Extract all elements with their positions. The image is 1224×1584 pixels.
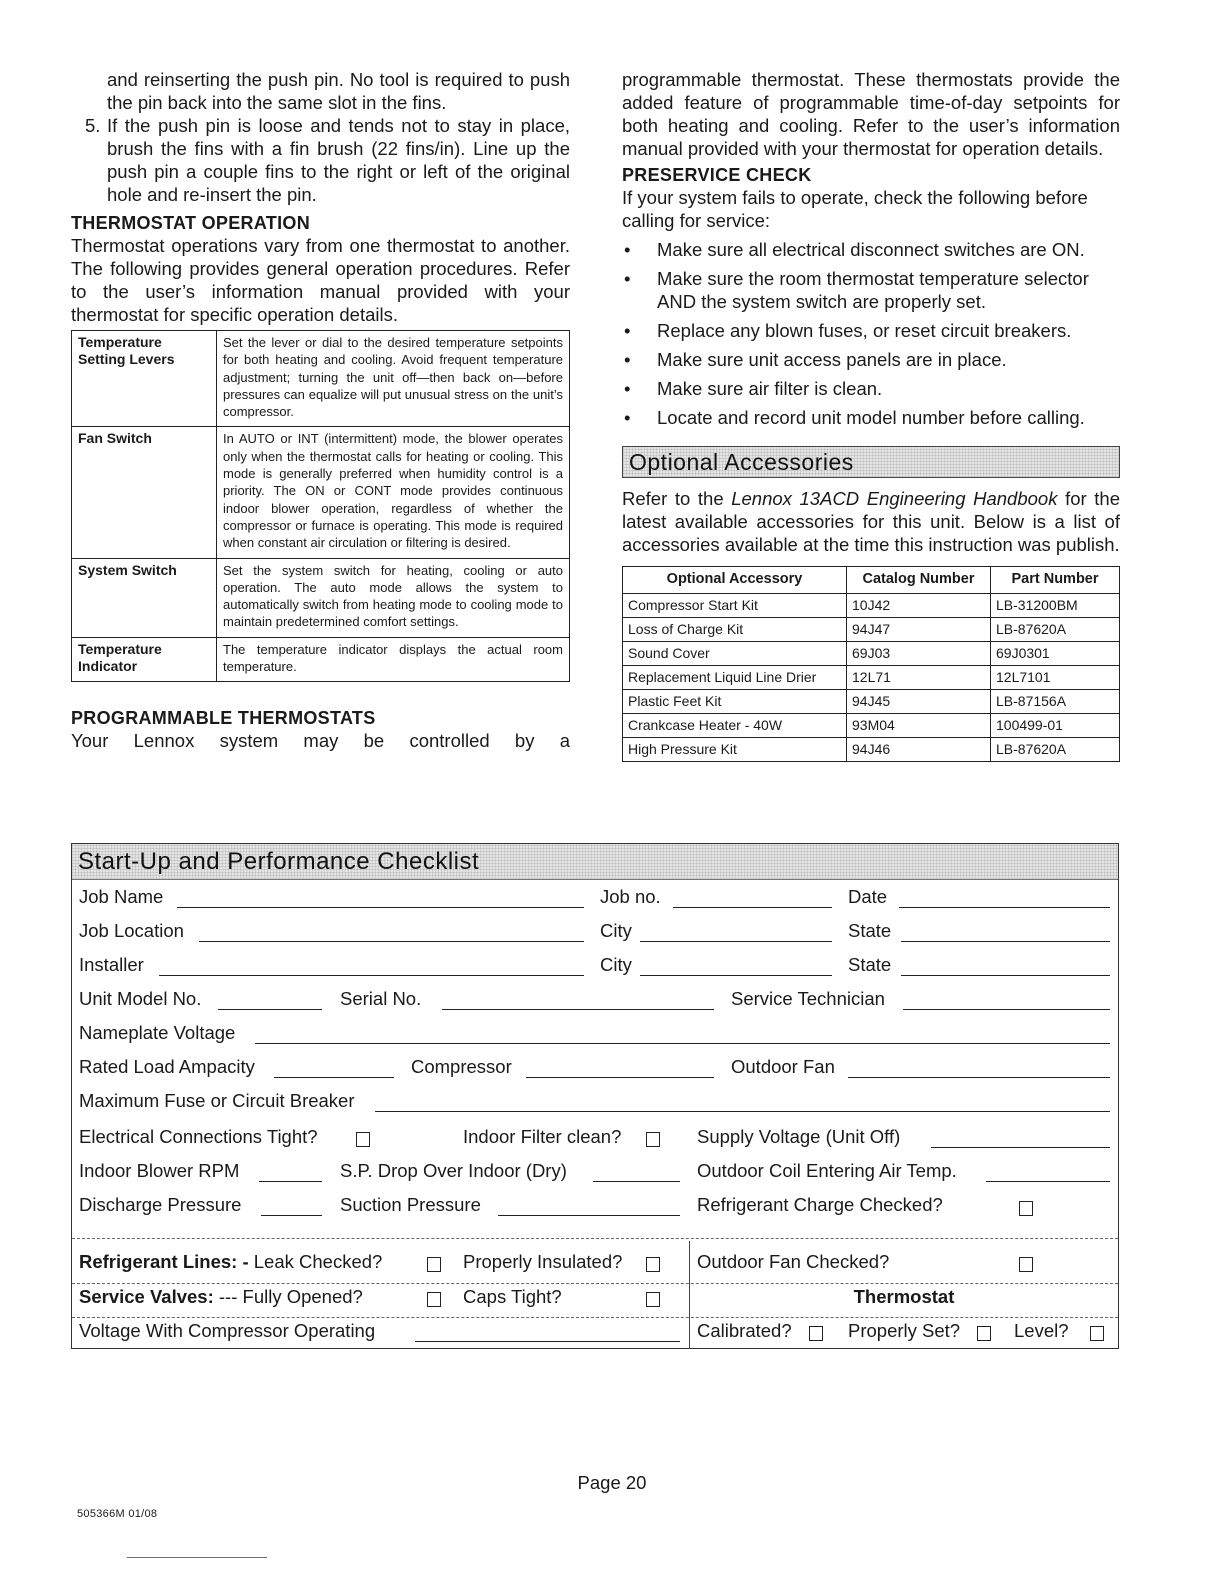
table-cell: LB-87620A — [991, 618, 1120, 642]
serial-no-label: Serial No. — [340, 988, 422, 1009]
level-checkbox[interactable] — [1090, 1326, 1104, 1341]
table-row — [623, 666, 1120, 690]
programmable-thermostats-text: Your Lennox system may be controlled by a — [71, 730, 570, 752]
fully-opened-checkbox[interactable] — [427, 1292, 441, 1307]
sp-drop-label: S.P. Drop Over Indoor (Dry) — [340, 1160, 567, 1181]
table-header-row — [623, 567, 1120, 594]
table-row — [623, 618, 1120, 642]
max-fuse-field[interactable] — [375, 1111, 1110, 1112]
caps-tight-label: Caps Tight? — [463, 1286, 562, 1307]
elec-conn-label: Electrical Connections Tight? — [79, 1126, 318, 1147]
table-cell: Compressor Start Kit — [623, 594, 847, 618]
accessories-intro — [622, 487, 1120, 556]
table-cell: Loss of Charge Kit — [623, 618, 847, 642]
table-desc: Set the system switch for heating, cooling or auto operation. The auto mode allows the system to automatically switch from heating mode to cooling mode to maintain predetermined comfort settings. — [217, 558, 570, 637]
outdoor-fan-checked-label: Outdoor Fan Checked? — [697, 1251, 890, 1272]
job-name-label: Job Name — [79, 886, 164, 907]
preservice-intro: If your system fails to operate, check the following before calling for service: — [622, 187, 1088, 231]
discharge-label: Discharge Pressure — [79, 1194, 242, 1215]
supply-voltage-field[interactable] — [931, 1147, 1110, 1148]
table-cell: High Pressure Kit — [623, 738, 847, 762]
table-key: Temperature Setting Levers — [72, 331, 217, 427]
refrigerant-lines-label: Refrigerant Lines: — [79, 1251, 238, 1272]
installer-label: Installer — [79, 954, 144, 975]
table-cell: 12L71 — [847, 666, 991, 690]
unit-model-field[interactable] — [218, 1009, 322, 1010]
service-tech-field[interactable] — [903, 1009, 1110, 1010]
programmable-thermostats-heading: PROGRAMMABLE THERMOSTATS — [71, 708, 376, 729]
table-cell: LB-87156A — [991, 690, 1120, 714]
table-row — [72, 637, 570, 682]
table-desc: Set the lever or dial to the desired temperature setpoints for both heating and cooling. Avoid frequent temperature adjustment; turning the unit off—then back on—before pressures can equalize will put unusual stress on the unit’s compressor. — [217, 331, 570, 427]
rated-load-label: Rated Load Ampacity — [79, 1056, 255, 1077]
job-no-label: Job no. — [600, 886, 661, 907]
optional-accessories-banner: Optional Accessories — [622, 446, 1120, 478]
column-header: Optional Accessory — [623, 567, 847, 594]
table-cell: 69J03 — [847, 642, 991, 666]
table-cell: Crankcase Heater - 40W — [623, 714, 847, 738]
table-row — [623, 690, 1120, 714]
service-valves-row — [79, 1286, 363, 1308]
outdoor-coil-field[interactable] — [986, 1181, 1110, 1182]
list-item — [622, 377, 1120, 400]
divider — [72, 1283, 1118, 1284]
indoor-blower-label: Indoor Blower RPM — [79, 1160, 240, 1181]
table-cell: 94J46 — [847, 738, 991, 762]
list-item-text: Make sure unit access panels are in place. — [657, 349, 1007, 370]
list-item — [622, 406, 1120, 429]
handbook-title: Lennox 13ACD Engineering Handbook — [731, 488, 1058, 509]
suction-label: Suction Pressure — [340, 1194, 481, 1215]
bullet-icon: • — [624, 349, 631, 370]
job-name-field[interactable] — [177, 907, 584, 908]
table-row — [623, 738, 1120, 762]
service-valves-label: Service Valves: — [79, 1286, 214, 1307]
city-field-2[interactable] — [640, 975, 832, 976]
voltage-comp-field[interactable] — [415, 1341, 680, 1342]
table-cell: 12L7101 — [991, 666, 1120, 690]
bullet-icon: • — [624, 268, 631, 289]
bullet-icon: • — [624, 320, 631, 341]
table-row — [623, 642, 1120, 666]
job-no-field[interactable] — [673, 907, 832, 908]
refrigerant-lines-row — [79, 1251, 382, 1273]
date-field[interactable] — [899, 907, 1110, 908]
sp-drop-field[interactable] — [593, 1181, 680, 1182]
voltage-comp-label: Voltage With Compressor Operating — [79, 1320, 376, 1341]
preservice-list — [622, 238, 1120, 429]
table-row — [623, 594, 1120, 618]
installer-field[interactable] — [159, 975, 584, 976]
accessories-intro-pre: Refer to the — [622, 488, 732, 509]
caps-tight-checkbox[interactable] — [646, 1292, 660, 1307]
list-item-text: Make sure the room thermostat temperature selector AND the system switch are properly set. — [657, 268, 1089, 312]
leak-checked-checkbox[interactable] — [427, 1257, 441, 1272]
step-5 — [71, 114, 570, 206]
table-desc: In AUTO or INT (intermittent) mode, the blower operates only when the thermostat calls for heating or cooling. This mode is generally preferred when humidity control is a priority. The ON or CONT mode provides continuous indoor blower operation, regardless of whether the compressor or furnace is operating. This mode is required when constant air circulation or filtering is desired. — [217, 427, 570, 558]
unit-model-label: Unit Model No. — [79, 988, 202, 1009]
list-item-text: Replace any blown fuses, or reset circuit breakers. — [657, 320, 1072, 341]
thermostat-heading: Thermostat — [853, 1286, 955, 1307]
suction-field[interactable] — [498, 1215, 680, 1216]
outdoor-fan-label: Outdoor Fan — [731, 1056, 835, 1077]
list-item-text: Locate and record unit model number before calling. — [657, 407, 1085, 428]
nameplate-voltage-label: Nameplate Voltage — [79, 1022, 236, 1043]
city-label-2: City — [600, 954, 632, 975]
table-cell: LB-31200BM — [991, 594, 1120, 618]
nameplate-voltage-field[interactable] — [255, 1043, 1110, 1044]
table-row — [623, 714, 1120, 738]
page-number: Page 20 — [577, 1472, 647, 1493]
refrig-charge-label: Refrigerant Charge Checked? — [697, 1194, 943, 1215]
step-5-number: 5. — [85, 115, 101, 136]
list-item-text: Make sure air filter is clean. — [657, 378, 883, 399]
accessories-intro-post: for the latest available accessories for this unit. Below is a list of accessories available at the time this instruction was publish. — [622, 488, 1120, 555]
fully-opened-label: Fully Opened? — [242, 1286, 363, 1307]
calibrated-label: Calibrated? — [697, 1320, 792, 1341]
column-header: Part Number — [991, 567, 1120, 594]
city-field[interactable] — [640, 941, 832, 942]
thermostat-operation-heading: THERMOSTAT OPERATION — [71, 213, 310, 233]
table-cell: Sound Cover — [623, 642, 847, 666]
table-cell: 94J45 — [847, 690, 991, 714]
bullet-icon: • — [624, 239, 631, 260]
elec-conn-checkbox[interactable] — [356, 1132, 370, 1147]
column-header: Catalog Number — [847, 567, 991, 594]
level-label: Level? — [1014, 1320, 1069, 1341]
indoor-filter-checkbox[interactable] — [646, 1132, 660, 1147]
accessories-table — [622, 566, 1120, 762]
divider — [72, 1317, 1118, 1318]
list-item-text: Make sure all electrical disconnect switches are ON. — [657, 239, 1085, 260]
thermostat-operation-intro: Thermostat operations vary from one thermostat to another. The following provides general operation procedures. Refer to the user’s information manual provided with your thermostat for specific operation details. — [71, 235, 570, 325]
rated-load-field[interactable] — [274, 1077, 394, 1078]
list-item — [622, 238, 1120, 261]
service-valves-sep: --- — [218, 1286, 238, 1307]
document-id: 505366M 01/08 — [77, 1508, 158, 1520]
supply-voltage-label: Supply Voltage (Unit Off) — [697, 1126, 901, 1147]
properly-set-label: Properly Set? — [848, 1320, 961, 1341]
state-field[interactable] — [901, 941, 1110, 942]
indoor-blower-field[interactable] — [259, 1181, 322, 1182]
outdoor-coil-label: Outdoor Coil Entering Air Temp. — [697, 1160, 957, 1181]
properly-insulated-checkbox[interactable] — [646, 1257, 660, 1272]
list-item — [622, 319, 1120, 342]
table-cell: 69J0301 — [991, 642, 1120, 666]
step4-continuation: and reinserting the push pin. No tool is required to push the pin back into the same slot in the fins. — [107, 69, 570, 113]
table-cell: 93M04 — [847, 714, 991, 738]
state-field-2[interactable] — [901, 975, 1110, 976]
table-key: System Switch — [72, 558, 217, 637]
table-cell: Replacement Liquid Line Drier — [623, 666, 847, 690]
table-row — [72, 331, 570, 427]
indoor-filter-label: Indoor Filter clean? — [463, 1126, 622, 1147]
table-desc: The temperature indicator displays the actual room temperature. — [217, 637, 570, 682]
serial-no-field[interactable] — [442, 1009, 714, 1010]
compressor-label: Compressor — [411, 1056, 512, 1077]
refrig-charge-checkbox[interactable] — [1019, 1201, 1033, 1216]
preservice-check-heading: PRESERVICE CHECK — [622, 165, 812, 185]
table-cell: 10J42 — [847, 594, 991, 618]
step-5-text: If the push pin is loose and tends not to stay in place, brush the fins with a fin brush (22 fins/in). Line up the push pin a couple fins to the right or left of the original hole and re-insert the pin. — [107, 115, 570, 205]
bullet-icon: • — [624, 378, 631, 399]
table-key: Fan Switch — [72, 427, 217, 558]
compressor-field[interactable] — [526, 1077, 714, 1078]
discharge-field[interactable] — [261, 1215, 322, 1216]
table-row — [72, 427, 570, 558]
divider — [72, 1238, 1118, 1239]
programmable-continuation: programmable thermostat. These thermostats provide the added feature of programmable time-of-day setpoints for both heating and cooling. Refer to the user’s information manual provided with your thermostat for operation details. — [622, 69, 1120, 159]
list-item — [622, 348, 1120, 371]
properly-set-checkbox[interactable] — [977, 1326, 991, 1341]
refrigerant-lines-sep: - — [242, 1251, 249, 1272]
right-column — [622, 68, 1120, 762]
date-label: Date — [848, 886, 888, 907]
calibrated-checkbox[interactable] — [809, 1326, 823, 1341]
city-label: City — [600, 920, 632, 941]
service-tech-label: Service Technician — [731, 988, 885, 1009]
table-cell: 100499-01 — [991, 714, 1120, 738]
state-label-2: State — [848, 954, 892, 975]
footer-rule — [127, 1557, 267, 1558]
outdoor-fan-checked-checkbox[interactable] — [1019, 1257, 1033, 1272]
table-key: Temperature Indicator — [72, 637, 217, 682]
table-cell: LB-87620A — [991, 738, 1120, 762]
checklist-banner: Start-Up and Performance Checklist — [72, 844, 1118, 880]
state-label: State — [848, 920, 892, 941]
job-location-field[interactable] — [199, 941, 584, 942]
steps-list — [71, 114, 570, 206]
thermostat-table — [71, 330, 570, 682]
startup-checklist — [71, 843, 1119, 1349]
list-item — [622, 267, 1120, 313]
bullet-icon: • — [624, 407, 631, 428]
job-location-label: Job Location — [79, 920, 184, 941]
left-column — [71, 68, 570, 752]
leak-checked-label: Leak Checked? — [253, 1251, 383, 1272]
properly-insulated-label: Properly Insulated? — [463, 1251, 623, 1272]
outdoor-fan-field[interactable] — [848, 1077, 1110, 1078]
table-cell: Plastic Feet Kit — [623, 690, 847, 714]
table-row — [72, 558, 570, 637]
max-fuse-label: Maximum Fuse or Circuit Breaker — [79, 1090, 355, 1111]
table-cell: 94J47 — [847, 618, 991, 642]
